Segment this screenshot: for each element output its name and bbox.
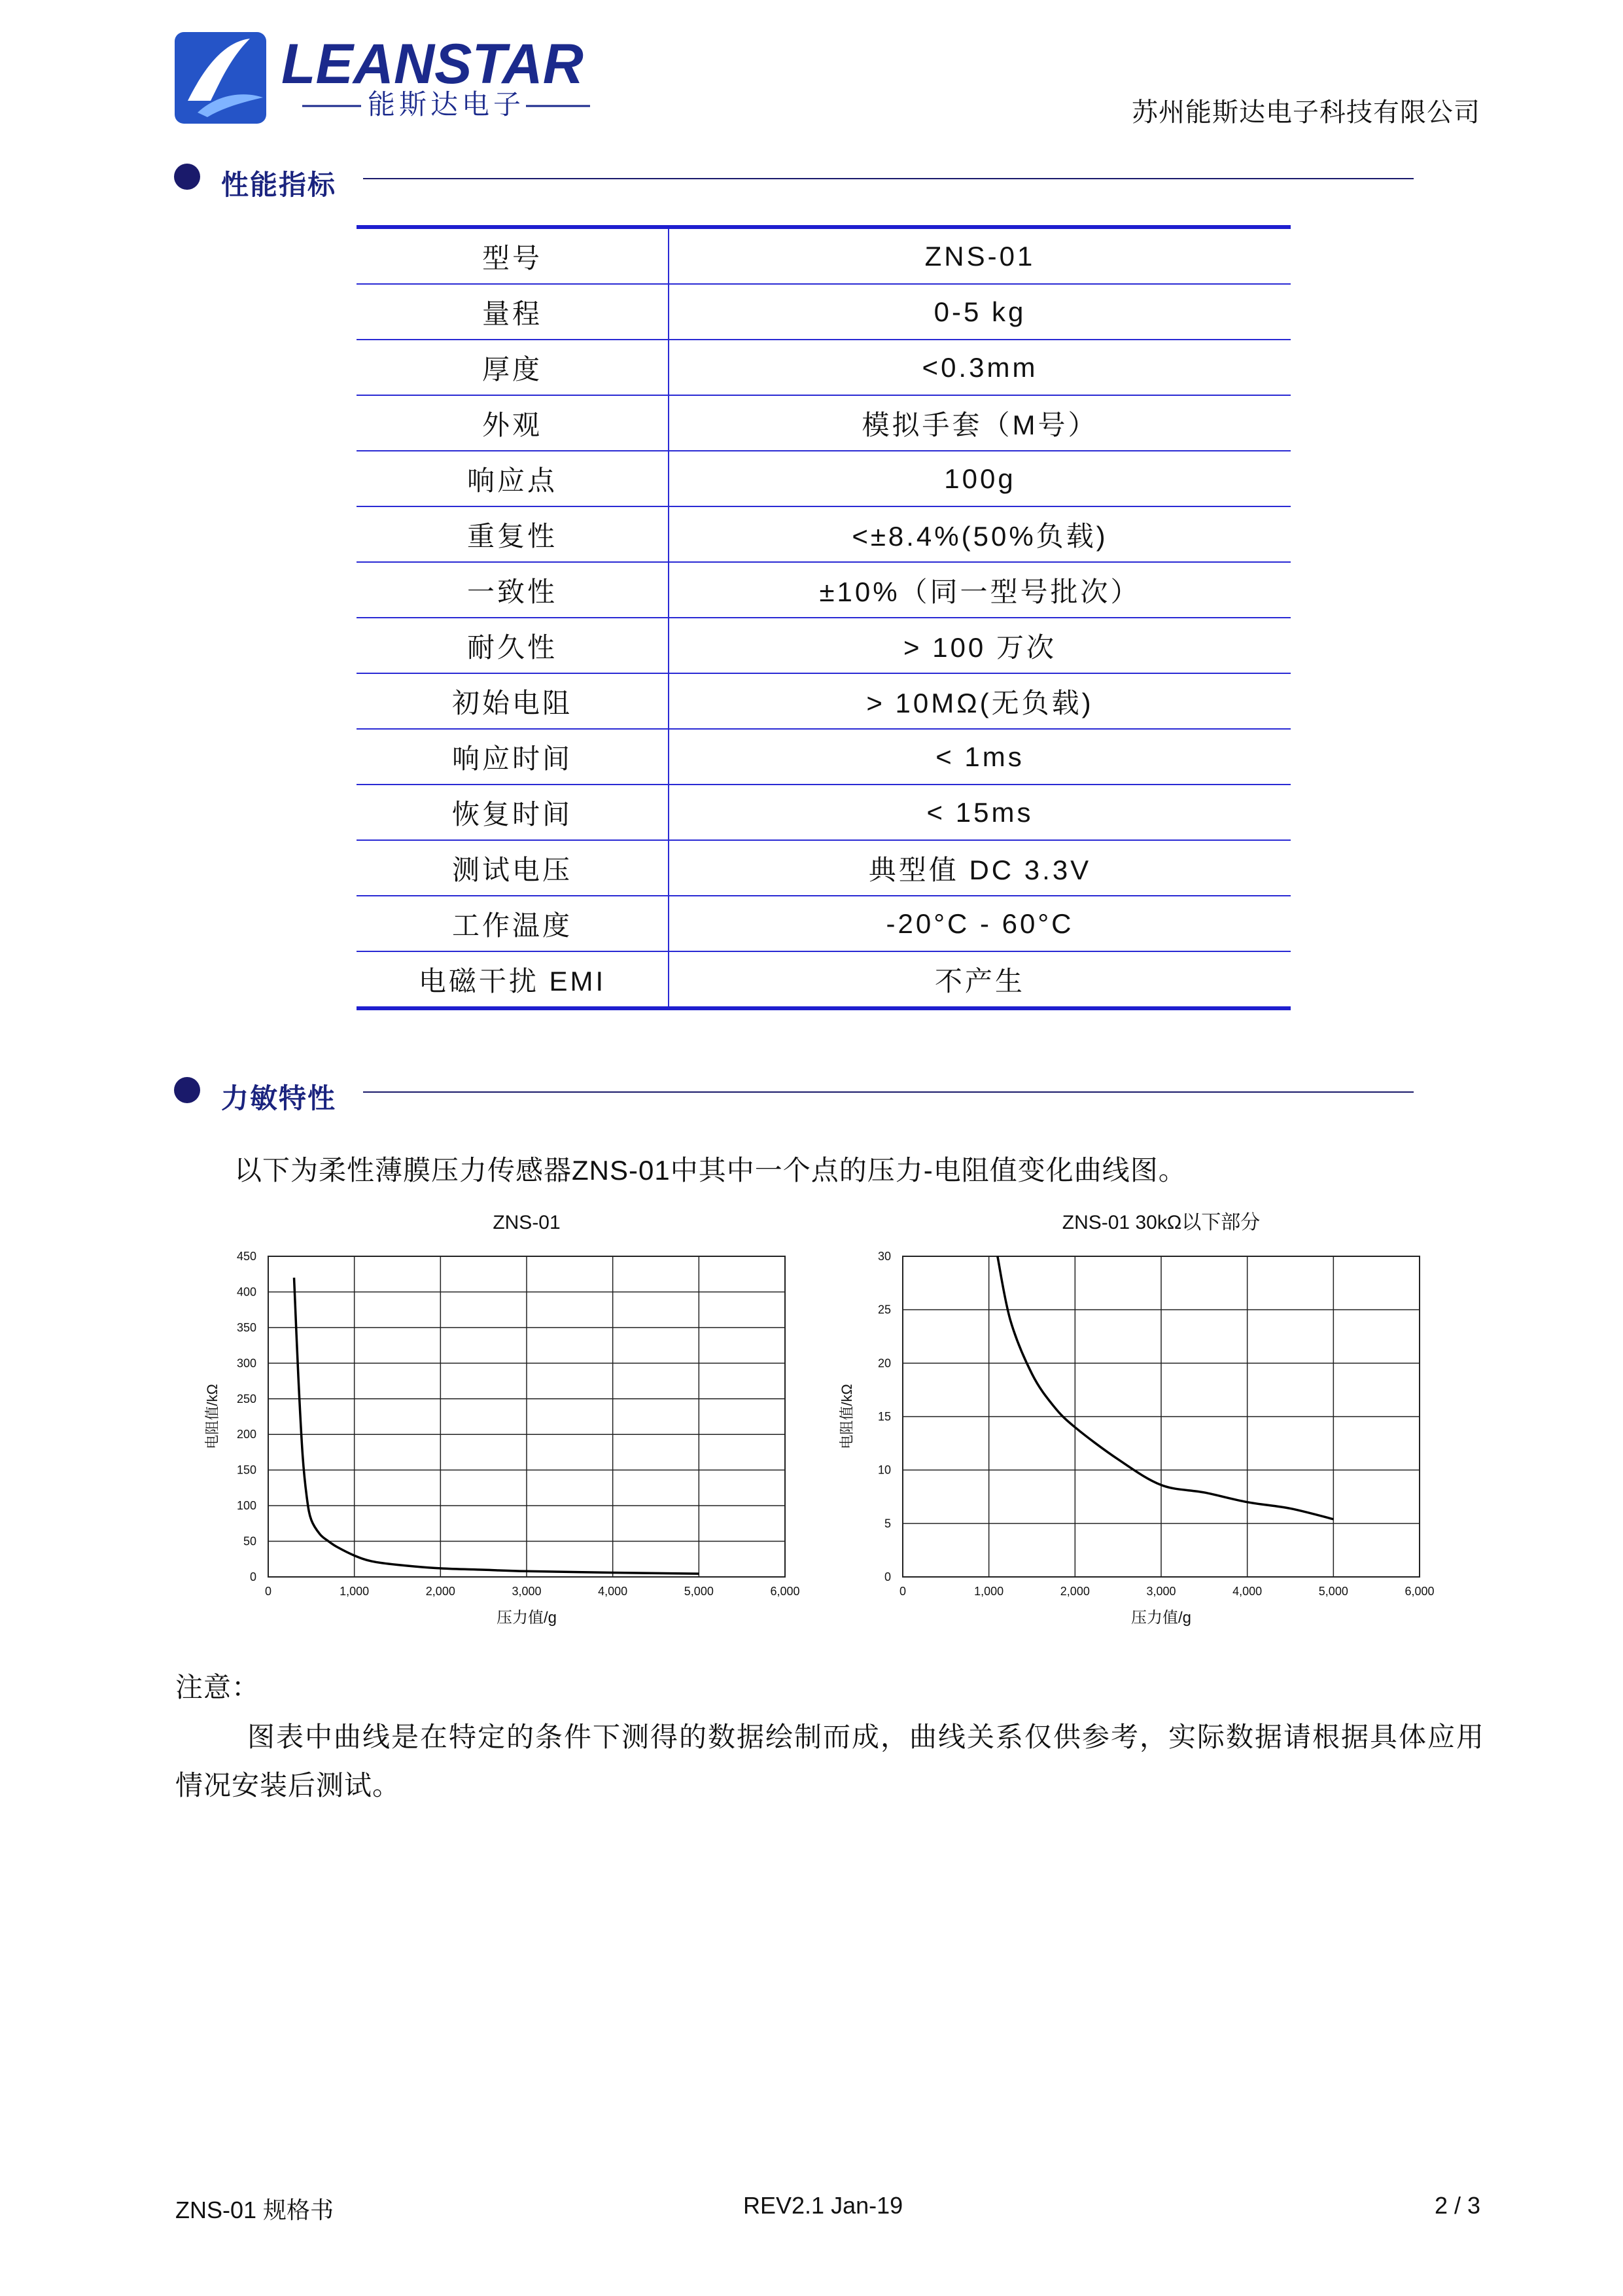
table-row: [357, 451, 1291, 506]
footer-doc-name: ZNS-01 规格书: [175, 2197, 334, 2223]
y-tick-label: 450: [236, 1250, 256, 1263]
table-row: [357, 618, 1291, 673]
y-tick-label: 300: [236, 1356, 256, 1370]
x-tick-label: 3,000: [512, 1585, 542, 1598]
section-divider: [363, 1091, 1414, 1093]
y-tick-label: 200: [236, 1428, 256, 1441]
spec-value: 0-5 kg: [669, 284, 1291, 340]
y-tick-label: 10: [877, 1463, 891, 1477]
spec-label: 厚度: [357, 340, 669, 395]
series-line: [998, 1256, 1333, 1519]
y-axis-label: 电阻值/kΩ: [839, 1384, 855, 1449]
spec-value: 典型值 DC 3.3V: [669, 840, 1291, 896]
y-tick-label: 20: [877, 1356, 891, 1370]
x-tick-label: 6,000: [770, 1585, 800, 1598]
table-row: [357, 395, 1291, 451]
chart-full-range: [196, 1204, 824, 1649]
y-tick-label: 250: [236, 1392, 256, 1405]
table-row: [357, 673, 1291, 729]
chart-under-30k: [831, 1204, 1459, 1649]
x-tick-label: 2,000: [425, 1585, 455, 1598]
logo-subtitle: 能斯达电子: [368, 88, 525, 120]
spec-value: ZNS-01: [669, 227, 1291, 284]
x-tick-label: 2,000: [1060, 1585, 1090, 1598]
x-tick-label: 5,000: [684, 1585, 714, 1598]
x-tick-label: 0: [899, 1585, 907, 1598]
spec-label: 耐久性: [357, 618, 669, 673]
spec-label: 测试电压: [357, 840, 669, 896]
table-row: [357, 729, 1291, 785]
y-tick-label: 0: [884, 1570, 891, 1583]
note-text-line1: 图表中曲线是在特定的条件下测得的数据绘制而成，曲线关系仅供参考，实际数据请根据具体应用: [247, 1722, 1486, 1752]
y-tick-label: 5: [884, 1517, 891, 1530]
chart-title: ZNS-01: [493, 1212, 561, 1233]
spec-value: <0.3mm: [669, 340, 1291, 395]
x-axis-label: 压力值/g: [496, 1609, 557, 1627]
note-text-line2: 情况安装后测试。: [175, 1770, 401, 1801]
section-divider: [363, 178, 1414, 179]
spec-label: 电磁干扰 EMI: [357, 951, 669, 1008]
section-bullet-icon: [174, 164, 200, 190]
table-row: [357, 562, 1291, 618]
table-row: [357, 896, 1291, 951]
x-tick-label: 5,000: [1318, 1585, 1348, 1598]
spec-label: 恢复时间: [357, 785, 669, 840]
spec-value: > 100 万次: [669, 618, 1291, 673]
spec-value: 不产生: [934, 965, 1025, 997]
table-row: [357, 227, 1291, 284]
spec-value: 100g: [669, 451, 1291, 506]
x-tick-label: 3,000: [1146, 1585, 1176, 1598]
x-tick-label: 0: [264, 1585, 272, 1598]
table-row: [357, 840, 1291, 896]
section-title-performance: 性能指标: [221, 169, 337, 200]
spec-value: < 1ms: [669, 729, 1291, 785]
note-heading: 注意：: [175, 1672, 260, 1703]
spec-value: <±8.4%(50%负载): [669, 506, 1291, 562]
y-tick-label: 0: [249, 1570, 256, 1583]
y-tick-label: 100: [236, 1499, 256, 1513]
spec-label: 重复性: [357, 506, 669, 562]
chart-title: ZNS-01 30kΩ以下部分: [1062, 1212, 1261, 1233]
y-tick-label: 15: [877, 1410, 891, 1423]
spec-label: 外观: [357, 395, 669, 451]
spec-label: 型号: [357, 227, 669, 284]
spec-label: 响应点: [357, 451, 669, 506]
logo-wordmark: LEANSTAR: [281, 33, 584, 96]
table-row: [357, 284, 1291, 340]
footer-revision: REV2.1 Jan-19: [743, 2192, 903, 2219]
table-row: [357, 951, 1291, 1008]
footer-page-number: 2 / 3: [1434, 2192, 1480, 2219]
table-row: [357, 340, 1291, 395]
table-row: [357, 785, 1291, 840]
x-axis-label: 压力值/g: [1130, 1609, 1192, 1627]
company-name: 苏州能斯达电子科技有限公司: [1132, 98, 1480, 127]
y-tick-label: 400: [236, 1285, 256, 1299]
spec-value: > 10MΩ(无负载): [669, 673, 1291, 729]
x-tick-label: 6,000: [1405, 1585, 1435, 1598]
x-tick-label: 4,000: [1232, 1585, 1263, 1598]
y-tick-label: 50: [243, 1534, 256, 1548]
spec-table: [357, 225, 1291, 1010]
section-title-force: 力敏特性: [221, 1083, 337, 1114]
y-tick-label: 30: [877, 1250, 891, 1263]
spec-value: < 15ms: [669, 785, 1291, 840]
y-tick-label: 25: [877, 1303, 891, 1316]
x-tick-label: 1,000: [340, 1585, 370, 1598]
spec-label: 量程: [357, 284, 669, 340]
spec-label: 一致性: [357, 562, 669, 618]
spec-label: 响应时间: [357, 729, 669, 785]
chart-intro-text: 以下为柔性薄膜压力传感器ZNS-01中其中一个点的压力-电阻值变化曲线图。: [234, 1155, 1187, 1186]
y-tick-label: 150: [236, 1463, 256, 1477]
table-row: [357, 506, 1291, 562]
company-logo: [171, 29, 629, 127]
y-tick-label: 350: [236, 1320, 256, 1334]
x-tick-label: 1,000: [974, 1585, 1004, 1598]
y-axis-label: 电阻值/kΩ: [204, 1384, 220, 1449]
spec-value: -20°C - 60°C: [669, 896, 1291, 951]
spec-label: 工作温度: [357, 896, 669, 951]
section-bullet-icon: [174, 1077, 200, 1103]
spec-value: ±10%（同一型号批次）: [669, 562, 1291, 618]
spec-value: 模拟手套（M号）: [669, 395, 1291, 451]
x-tick-label: 4,000: [598, 1585, 628, 1598]
spec-label: 初始电阻: [357, 673, 669, 729]
